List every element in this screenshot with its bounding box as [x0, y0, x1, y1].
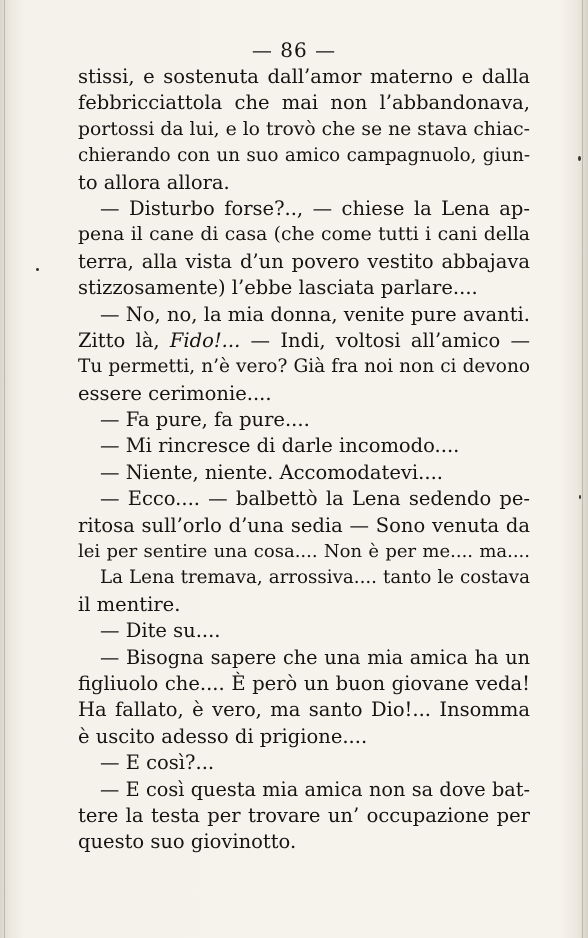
text-line: portossi da lui, e lo trovò che se ne stava chiac- [78, 118, 530, 140]
print-speck [579, 495, 581, 499]
text-line: figliuolo che.... È però un buon giovane veda! [78, 671, 530, 695]
text-line: essere cerimonie.... [78, 381, 272, 405]
text-line: Zitto là, Fido!... — Indi, voltosi all’amico — [78, 328, 531, 352]
text-line: — Niente, niente. Accomodatevi.... [100, 460, 443, 484]
right-page-edge [582, 0, 583, 938]
text-line: chierando con un suo amico campagnuolo, giun- [78, 145, 530, 167]
text-line: to allora allora. [78, 170, 230, 194]
text-line: La Lena tremava, arrossiva.... tanto le costava [100, 567, 530, 589]
page-number: — 86 — [251, 38, 337, 62]
left-gutter-edge [4, 0, 5, 938]
print-speck [578, 156, 581, 161]
text-line: — Ecco.... — balbettò la Lena sedendo pe- [100, 487, 530, 511]
text-line: il mentire. [78, 592, 181, 616]
text-line: terra, alla vista d’un povero vestito abbajava [78, 249, 530, 273]
text-line: — Mi rincresce di darle incomodo.... [100, 434, 460, 458]
text-line: tere la testa per trovare un’ occupazione per [78, 803, 530, 827]
text-line: lei per sentire una cosa.... Non è per me.... ma.... [78, 541, 530, 563]
text-line: — E così questa mia amica non sa dove bat- [100, 777, 530, 801]
text-line: — Dite su.... [100, 619, 221, 643]
text-line: Ha fallato, è vero, ma santo Dio!... Insomma [78, 698, 530, 722]
text-line: stizzosamente) l’ebbe lasciata parlare.... [78, 276, 478, 300]
text-line: Tu permetti, n’è vero? Già fra noi non ci devono [78, 356, 530, 378]
text-line: ritosa sull’orlo d’una sedia — Sono venuta da [78, 513, 530, 537]
text-line: febbricciattola che mai non l’abbandonava, [78, 91, 530, 115]
text-line: — E così?... [100, 751, 215, 775]
print-speck [36, 268, 39, 271]
text-line: — No, no, la mia donna, venite pure avanti. [100, 302, 530, 326]
text-line: — Bisogna sapere che una mia amica ha un [100, 645, 530, 669]
text-line: stissi, e sostenuta dall’amor materno e dalla [78, 65, 530, 88]
text-line: è uscito adesso di prigione.... [78, 724, 368, 748]
body-text [78, 64, 530, 856]
text-line: — Disturbo forse?.., — chiese la Lena ap- [100, 196, 530, 220]
text-line: — Fa pure, fa pure.... [100, 408, 310, 432]
text-line: pena il cane di casa (che come tutti i cani della [78, 224, 530, 246]
text-line: questo suo giovinotto. [78, 830, 297, 854]
